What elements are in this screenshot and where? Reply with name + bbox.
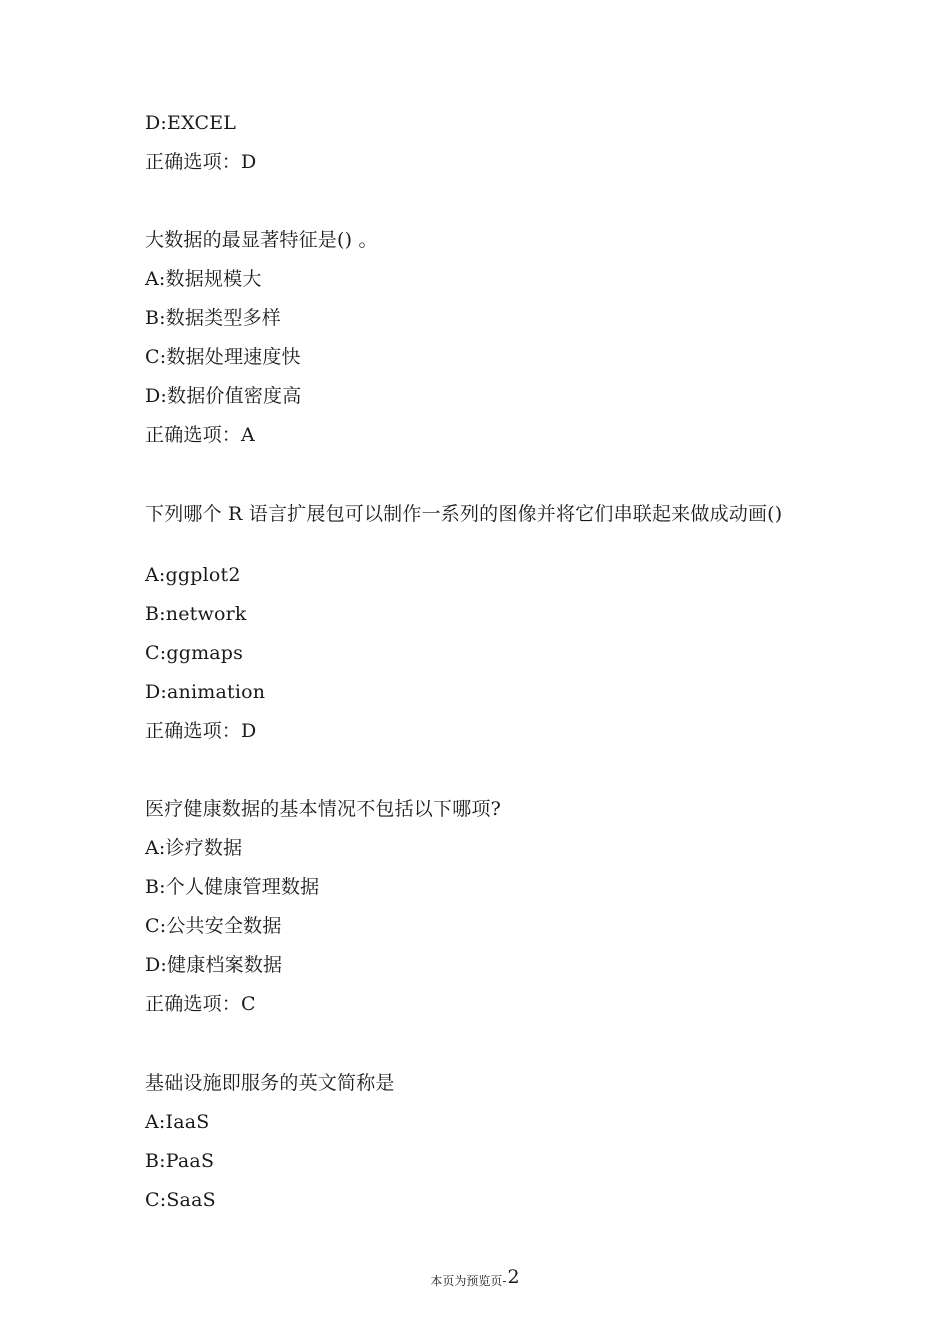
option-a: A:ggplot2	[145, 564, 241, 586]
page-footer	[0, 1266, 950, 1289]
correct-answer: 正确选项：D	[145, 720, 257, 742]
option-a: A:IaaS	[145, 1111, 210, 1133]
option-c: C:SaaS	[145, 1189, 216, 1211]
option-b: B:个人健康管理数据	[145, 876, 320, 898]
question-text: 下列哪个 R 语言扩展包可以制作一系列的图像并将它们串联起来做成动画()	[145, 503, 783, 525]
question-text: 大数据的最显著特征是() 。	[145, 229, 378, 251]
option-d: D:健康档案数据	[145, 954, 283, 976]
correct-answer: 正确选项：C	[145, 993, 256, 1015]
document-page	[145, 0, 805, 1344]
page-number: 2	[507, 1266, 520, 1288]
option-c: C:数据处理速度快	[145, 346, 301, 368]
question-text: 基础设施即服务的英文简称是	[145, 1072, 395, 1094]
option-a: A:数据规模大	[145, 268, 262, 290]
option-d: D:数据价值密度高	[145, 385, 302, 407]
option-b: B:network	[145, 603, 247, 625]
option-b: B:PaaS	[145, 1150, 215, 1172]
option-d: D:animation	[145, 681, 266, 703]
correct-answer: 正确选项：D	[145, 151, 257, 173]
option-b: B:数据类型多样	[145, 307, 281, 329]
option-d: D:EXCEL	[145, 112, 237, 134]
option-c: C:ggmaps	[145, 642, 244, 664]
option-a: A:诊疗数据	[145, 837, 243, 859]
correct-answer: 正确选项：A	[145, 424, 255, 446]
footer-text: 本页为预览页-	[430, 1274, 507, 1288]
question-text: 医疗健康数据的基本情况不包括以下哪项?	[145, 798, 501, 820]
option-c: C:公共安全数据	[145, 915, 282, 937]
